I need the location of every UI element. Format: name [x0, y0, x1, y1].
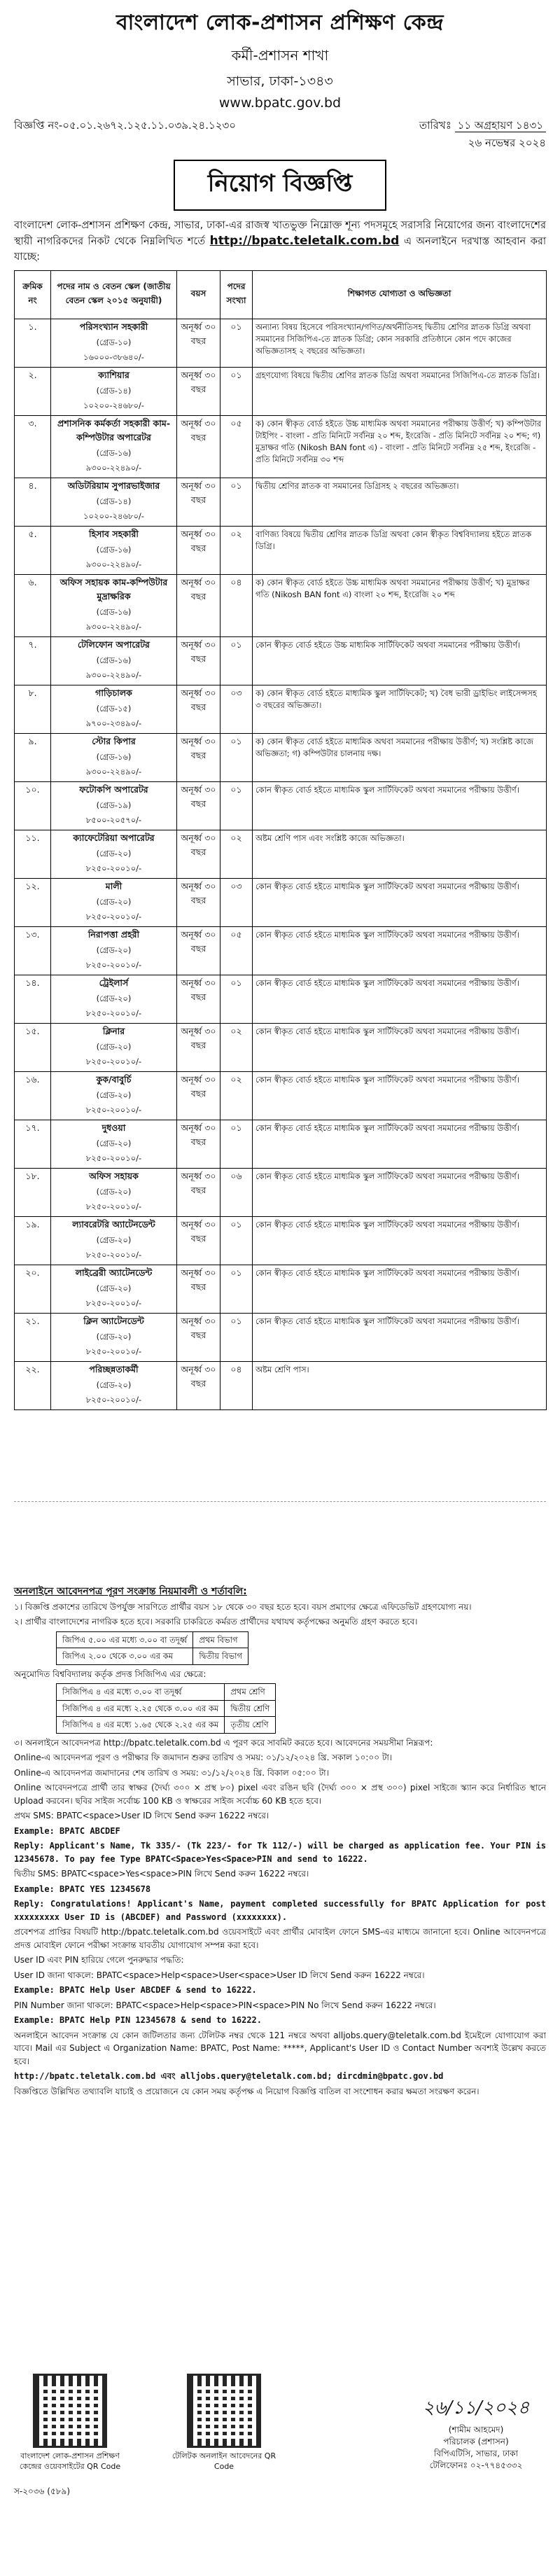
- signer-title: পরিচালক (প্রশাসন): [443, 2437, 509, 2446]
- date-bangla: ১১ অগ্রহায়ণ ১৪৩১: [455, 119, 546, 132]
- post-pay: ৮২৫০-২০০১০/-: [85, 863, 142, 873]
- header: [14, 0, 546, 111]
- post-pay: ৮২৫০-২০০১০/-: [85, 1008, 142, 1018]
- col-post: পদের নাম ও বেতন স্কেল (জাতীয় বেতন স্কেল ২০১৫ অনুযায়ী): [51, 271, 177, 319]
- table-row: [15, 416, 547, 478]
- row-count: ০৪: [220, 575, 253, 637]
- row-age: অনূর্ধ্ব ৩০ বছর: [177, 478, 220, 527]
- table-row: [15, 478, 547, 527]
- online-end: Online-এ আবেদনপত্র জমাদানের শেষ তারিখ ও সময়: ৩১/১২/২০২৪ খ্রি. বিকাল ০৫:০০ টা।: [14, 1767, 329, 1778]
- post-grade: (গ্রেড-১৬): [96, 545, 132, 555]
- row-post: [51, 416, 177, 478]
- table-row: [15, 368, 547, 416]
- row-count: ০১: [220, 1120, 253, 1169]
- sms-2-reply: Reply: Congratulations! Applicant's Name, payment completed successfully for BPATC Application for post xxxxxxxxx User ID is (ABCDEF) and Password (xxxxxxxx).: [14, 1899, 546, 1922]
- table-row: [15, 319, 547, 368]
- post-pay: ১০২০০-২৪৬৮০/-: [83, 511, 144, 521]
- admit-card-info: প্রবেশপত্র প্রাপ্তির বিষয়টি http://bpatc.teletalk.com.bd ওয়েবসাইটে এবং প্রার্থীর মোবাইল ফোনে SMS-এর মাধ্যমে জানানো হবে। Online আবেদনপত্রে প্রদত্ত মোবাইল ফোনে পরীক্ষা সংক্রান্ত যাবতীয় যোগাযোগ সম্পন্ন করা হবে।: [14, 1927, 546, 1950]
- post-grade: (গ্রেড-১৬): [96, 448, 132, 458]
- post-grade: (গ্রেড-২০): [96, 1042, 132, 1052]
- post-pay: ৮২৫০-২০০১০/-: [85, 1395, 142, 1405]
- row-post: [51, 575, 177, 637]
- row-sl: ১২.: [15, 879, 51, 927]
- intro-paragraph: [14, 218, 546, 265]
- row-sl: ৫.: [15, 527, 51, 575]
- qr-code-icon[interactable]: [187, 2374, 261, 2448]
- table-header-row: [15, 271, 547, 319]
- footer: [14, 2374, 546, 2500]
- row-sl: ১০.: [15, 782, 51, 830]
- post-pay: ৮২৫০-২০০১০/-: [85, 1153, 142, 1163]
- row-age: অনূর্ধ্ব ৩০ বছর: [177, 1362, 220, 1410]
- row-post: [51, 1362, 177, 1410]
- gpa-table: [56, 1631, 248, 1665]
- row-sl: ১৯.: [15, 1217, 51, 1265]
- row-age: অনূর্ধ্ব ৩০ বছর: [177, 1169, 220, 1217]
- post-grade: (গ্রেড-১৫): [96, 704, 132, 713]
- row-post: [51, 319, 177, 368]
- row-post: [51, 975, 177, 1024]
- col-age: বয়স: [177, 271, 220, 319]
- row-post: [51, 830, 177, 879]
- branch-name: কর্মী-প্রশাসন শাখা: [231, 47, 329, 64]
- table-row: [15, 1314, 547, 1362]
- post-pay: ১০২০০-২৪৬৮০/-: [83, 401, 144, 410]
- row-age: অনূর্ধ্ব ৩০ বছর: [177, 575, 220, 637]
- qr-block-2: [168, 2374, 280, 2472]
- post-pay: ৮২৫০-২০০১০/-: [85, 1346, 142, 1356]
- row-qualification: কোন স্বীকৃত বোর্ড হইতে মাধ্যমিক স্কুল সার্টিফিকেট অথবা সমমানের পরীক্ষায় উত্তীর্ণ।: [253, 1217, 547, 1265]
- website-link[interactable]: www.bpatc.gov.bd: [218, 95, 342, 111]
- row-age: অনূর্ধ্ব ৩০ বছর: [177, 830, 220, 879]
- table-row: [15, 637, 547, 685]
- row-qualification: কোন স্বীকৃত বোর্ড হইতে মাধ্যমিক স্কুল সার্টিফিকেট অথবা সমমানের পরীক্ষায় উত্তীর্ণ।: [253, 975, 547, 1024]
- sms-2-example: Example: BPATC YES 12345678: [14, 1884, 151, 1894]
- contact-emails[interactable]: http://bpatc.teletalk.com.bd এবং alljobs.query@teletalk.com.bd; dircdmin@bpatc.gov.bd: [14, 2071, 444, 2081]
- sms-1-reply: Reply: Applicant's Name, Tk 335/- (Tk 223/- for Tk 112/-) will be charged as application fee. Your PIN is 12345678. To pay fee Type BPATC<Space>Yes<Space>PIN and send to 16222.: [14, 1841, 546, 1864]
- row-post: [51, 1024, 177, 1072]
- row-qualification: অন্যান্য বিষয় হিসেবে পরিসংখ্যান/গণিত/অর্থনীতিসহ দ্বিতীয় শ্রেণির স্নাতক ডিগ্রি অথবা সমমানের সিজিপিএ-তে স্নাতক ডিগ্রি; কোন সরকারি প্রতিষ্ঠানে কোন পদে কাজের অভিজ্ঞতাসহ ২ বছরের অভিজ্ঞতা।: [253, 319, 547, 368]
- sms-1-heading: প্রথম SMS: BPATC<space>User ID লিখে Send করুন 16222 নম্বরে।: [14, 1811, 270, 1820]
- row-count: ০৩: [220, 879, 253, 927]
- row-post: [51, 478, 177, 527]
- row-qualification: কোন স্বীকৃত বোর্ড হইতে মাধ্যমিক স্কুল সার্টিফিকেট অথবা সমমানের পরীক্ষায় উত্তীর্ণ।: [253, 1120, 547, 1169]
- condition-link: ৩। অনলাইনে আবেদনপত্র http://bpatc.teletalk.com.bd এ পূরণ করে সাবমিট করতে হবে। আবেদনের সময়সীমা নিম্নরূপ:: [14, 1737, 433, 1748]
- sms-1-example: Example: BPATC ABCDEF: [14, 1825, 120, 1836]
- row-count: ০৫: [220, 416, 253, 478]
- table-row: [57, 1631, 248, 1648]
- row-post: [51, 879, 177, 927]
- row-count: ০৫: [220, 927, 253, 975]
- post-pay: ৮২৫০-২০০১০/-: [85, 1298, 142, 1308]
- row-age: অনূর্ধ্ব ৩০ বছর: [177, 927, 220, 975]
- row-sl: ২১.: [15, 1314, 51, 1362]
- post-grade: (গ্রেড-২০): [96, 1380, 132, 1390]
- post-pay: ৮২৫০-২০০১০/-: [85, 1105, 142, 1115]
- row-age: অনূর্ধ্ব ৩০ বছর: [177, 527, 220, 575]
- row-age: অনূর্ধ্ব ৩০ বছর: [177, 734, 220, 782]
- cgpa-range: সিজিপিএ ৪ এর মধ্যে ৩.০০ বা তদূর্ধ্ব: [57, 1684, 225, 1701]
- cgpa-range: সিজিপিএ ৪ এর মধ্যে ১.৬৫ থেকে ২.২৫ এর কম: [57, 1717, 225, 1734]
- lost-pin-example: Example: BPATC Help PIN 12345678 & send to 16222.: [14, 2015, 262, 2025]
- cgpa-class: দ্বিতীয় শ্রেণি: [225, 1700, 276, 1717]
- post-name: ক্যাশিয়ার: [98, 370, 130, 380]
- post-pay: ৯৩০০-২২৪৯০/-: [85, 559, 142, 569]
- post-name: ল্যাবরেটরি অ্যাটেনডেন্ট: [72, 1219, 155, 1230]
- conditions-section: [14, 1585, 546, 2098]
- row-qualification: ক) কোন স্বীকৃত বোর্ড হইতে মাধ্যমিক স্কুল সার্টিফিকেট; খ) বৈধ ভারী ড্রাইভিং লাইসেন্সসহ ৩ বছরের অভিজ্ঞতা।: [253, 685, 547, 734]
- signer-name: (শামীম আহমেদ): [448, 2425, 504, 2435]
- row-post: [51, 927, 177, 975]
- row-qualification: কোন স্বীকৃত বোর্ড হইতে মাধ্যমিক স্কুল সার্টিফিকেট অথবা সমমানের পরীক্ষায় উত্তীর্ণ।: [253, 1314, 547, 1362]
- signature-date: ২৬/১১/২০২৪: [422, 2397, 530, 2418]
- cancel-note: বিজ্ঞপ্তিতে উল্লিখিত তথ্যাবলি যাচাই ও প্রয়োজনে যে কোন সময় কর্তৃপক্ষ এ নিয়োগ বিজ্ঞপ্তি বাতিল বা সংশোধন করার ক্ষমতা সংরক্ষণ করেন।: [14, 2086, 479, 2096]
- row-age: অনূর্ধ্ব ৩০ বছর: [177, 975, 220, 1024]
- post-grade: (গ্রেড-২০): [96, 945, 132, 955]
- row-post: [51, 685, 177, 734]
- row-age: অনূর্ধ্ব ৩০ বছর: [177, 1072, 220, 1120]
- jobs-table-body: [15, 319, 547, 1410]
- row-qualification: ক) কোন স্বীকৃত বোর্ড হইতে উচ্চ মাধ্যমিক অথবা সমমানের পরীক্ষায় উত্তীর্ণ; খ) মুদ্রাক্ষর গতি (Nikosh BAN font এ) বাংলা ২০ শব্দ, ইংরেজি ২০ শব্দ: [253, 575, 547, 637]
- table-row: [15, 1024, 547, 1072]
- date-label: তারিখঃ: [419, 119, 451, 132]
- post-name: টেলিফোন অপারেটর: [78, 639, 150, 650]
- notice-title: নিয়োগ বিজ্ঞপ্তি: [174, 160, 386, 211]
- post-name: প্রশাসনিক কর্মকর্তা সহকারী কাম-কম্পিউটার অপারেটর: [57, 418, 171, 443]
- row-count: ০১: [220, 637, 253, 685]
- condition-2: ২। প্রার্থীর বাংলাদেশের নাগরিক হতে হবে। সরকারি চাকরিতে কর্মরত প্রার্থীদের যথাযথ কর্তৃপক্ষের অনুমতি গ্রহণ করতে হবে।: [14, 1617, 418, 1627]
- row-sl: ৭.: [15, 637, 51, 685]
- row-sl: ১৩.: [15, 927, 51, 975]
- post-grade: (গ্রেড-১৬): [96, 752, 132, 762]
- post-grade: (গ্রেড-২০): [96, 1283, 132, 1293]
- row-count: ০১: [220, 782, 253, 830]
- row-count: ০১: [220, 1217, 253, 1265]
- row-count: ০১: [220, 1265, 253, 1314]
- table-row: [15, 782, 547, 830]
- intro-text: বাংলাদেশ লোক-প্রশাসন প্রশিক্ষণ কেন্দ্র, সাভার, ঢাকা-এর রাজস্ব খাতভুক্ত নিম্নোক্ত শূন্য পদসমূহে সরাসরি নিয়োগের জন্য বাংলাদেশের স্থায়ী নাগরিকদের নিকট থেকে নিম্নলিখিত শর্তে: [14, 220, 546, 247]
- publication-code: স-২০৩৬ (৫৮৯): [14, 2486, 71, 2496]
- post-pay: ৮২৫০-২০০১০/-: [85, 1202, 142, 1211]
- post-name: অফিস সহায়ক: [89, 1171, 139, 1181]
- row-qualification: দ্বিতীয় শ্রেণির স্নাতক বা সমমানের ডিগ্রিসহ ২ বছরের অভিজ্ঞতা।: [253, 478, 547, 527]
- row-post: [51, 734, 177, 782]
- row-qualification: কোন স্বীকৃত বোর্ড হইতে মাধ্যমিক স্কুল সার্টিফিকেট অথবা সমমানের পরীক্ষায় উত্তীর্ণ।: [253, 879, 547, 927]
- post-pay: ৯৩০০-২২৪৯০/-: [85, 767, 142, 777]
- conditions-title: অনলাইনে আবেদনপত্র পূরণ সংক্রান্ত নিয়মাবলী ও শর্তাবলি:: [14, 1586, 247, 1597]
- table-row: [15, 975, 547, 1024]
- row-count: ০১: [220, 975, 253, 1024]
- post-name: নিরাপত্তা প্রহরী: [88, 929, 140, 940]
- table-row: [15, 1217, 547, 1265]
- post-grade: (গ্রেড-১৪): [96, 386, 132, 396]
- qr-label-2: টেলিটক অনলাইন আবেদনের QR Code: [172, 2451, 276, 2471]
- row-age: অনূর্ধ্ব ৩০ বছর: [177, 879, 220, 927]
- row-count: ০৩: [220, 685, 253, 734]
- post-name: ক্লিন অ্যাটেনডেন্ট: [83, 1316, 144, 1326]
- post-name: দুধওয়া: [102, 1122, 126, 1133]
- qr-block-1: [14, 2374, 126, 2472]
- row-count: ০২: [220, 1024, 253, 1072]
- gpa-range: জিপিএ ৫.০০ এর মধ্যে ৩.০০ বা তদূর্ধ্ব: [57, 1631, 193, 1648]
- lost-credentials-heading: User ID এবং PIN হারিয়ে গেলে পুনরুদ্ধার পদ্ধতি:: [14, 1955, 184, 1965]
- lost-pin: PIN Number জানা থাকলে: BPATC<space>Help<space>PIN<space>PIN No লিখে Send করুন 16222 নম্বরে।: [14, 2000, 436, 2010]
- row-post: [51, 637, 177, 685]
- table-row: [15, 1169, 547, 1217]
- post-grade: (গ্রেড-১৯): [96, 800, 132, 810]
- row-sl: ২০.: [15, 1265, 51, 1314]
- row-age: অনূর্ধ্ব ৩০ বছর: [177, 1024, 220, 1072]
- post-name: ক্যাফেটেরিয়া অপারেটর: [73, 833, 155, 843]
- post-pay: ৯৩০০-২২৪৯০/-: [85, 463, 142, 473]
- row-count: ০৪: [220, 1362, 253, 1410]
- cgpa-class: তৃতীয় শ্রেণি: [225, 1717, 276, 1734]
- row-post: [51, 368, 177, 416]
- row-post: [51, 1072, 177, 1120]
- post-name: পরিসংখ্যান সহকারী: [79, 321, 148, 332]
- table-row: [57, 1700, 276, 1717]
- row-sl: ৪.: [15, 478, 51, 527]
- table-row: [15, 879, 547, 927]
- row-sl: ৬.: [15, 575, 51, 637]
- city: সাভার, ঢাকা-১৩৪৩: [227, 74, 333, 89]
- qr-code-icon[interactable]: [33, 2374, 107, 2448]
- row-age: অনূর্ধ্ব ৩০ বছর: [177, 1217, 220, 1265]
- row-sl: ২২.: [15, 1362, 51, 1410]
- post-name: ক্লিনার: [102, 1026, 125, 1036]
- row-count: ০১: [220, 368, 253, 416]
- cgpa-table: [56, 1683, 276, 1734]
- post-pay: ১৬০০০-৩৮৬৪০/-: [83, 352, 144, 362]
- row-post: [51, 1217, 177, 1265]
- post-grade: (গ্রেড-২০): [96, 1090, 132, 1100]
- post-name: লাইব্রেরী অ্যাটেনডেন্ট: [75, 1267, 153, 1278]
- post-pay: ৮২৫০-২০০১০/-: [85, 912, 142, 921]
- section-gap: [14, 1410, 546, 1585]
- table-row: [57, 1717, 276, 1734]
- row-sl: ১৬.: [15, 1072, 51, 1120]
- table-row: [15, 1072, 547, 1120]
- post-grade: (গ্রেড-২০): [96, 994, 132, 1003]
- row-qualification: কোন স্বীকৃত বোর্ড হইতে উচ্চ মাধ্যমিক সার্টিফিকেট অথবা সমমানের পরীক্ষায় উত্তীর্ণ।: [253, 637, 547, 685]
- row-qualification: ক) কোন স্বীকৃত বোর্ড হইতে মাধ্যমিক অথবা সমমানের পরীক্ষায় উত্তীর্ণ; খ) সংশ্লিষ্ট কাজে অভিজ্ঞতা; গ) কম্পিউটার চালনায় দক্ষ।: [253, 734, 547, 782]
- row-count: ০২: [220, 527, 253, 575]
- row-sl: ১১.: [15, 830, 51, 879]
- table-row: [15, 527, 547, 575]
- row-sl: ১.: [15, 319, 51, 368]
- post-pay: ৮২৫০-২০০১০/-: [85, 1057, 142, 1066]
- gpa-range: জিপিএ ২.০০ থেকে ৩.০০ এর কম: [57, 1648, 193, 1665]
- signer-phone: টেলিফোনঃ ০২-৭৭৪৫৩৩২: [429, 2460, 523, 2470]
- jobs-table: [14, 270, 547, 1410]
- qr-label-1: বাংলাদেশ লোক-প্রশাসন প্রশিক্ষণ কেন্দ্রের ওয়েবসাইটের QR Code: [19, 2451, 121, 2471]
- table-row: [15, 575, 547, 637]
- org-name: বাংলাদেশ লোক-প্রশাসন প্রশিক্ষণ কেন্দ্র: [115, 11, 444, 35]
- post-grade: (গ্রেড-২০): [96, 1235, 132, 1245]
- post-grade: (গ্রেড-২০): [96, 1332, 132, 1342]
- row-post: [51, 1314, 177, 1362]
- row-age: অনূর্ধ্ব ৩০ বছর: [177, 685, 220, 734]
- row-count: ০২: [220, 830, 253, 879]
- row-qualification: বাণিজ্য বিষয়ে দ্বিতীয় শ্রেণির স্নাতক ডিগ্রি অথবা কোন স্বীকৃত বিশ্ববিদ্যালয় হইতে স্নাতক ডিগ্রি।: [253, 527, 547, 575]
- condition-1: ১। বিজ্ঞপ্তি প্রকাশের তারিখে উপর্যুক্ত সারণিতে প্রার্থীর বয়স ১৮ থেকে ৩০ বছর হতে হবে। বয়স প্রমাণের ক্ষেত্রে এফিডেভিট গ্রহণযোগ্য নয়।: [14, 1601, 472, 1612]
- post-name: ফটোকপি অপারেটর: [79, 784, 148, 795]
- row-qualification: কোন স্বীকৃত বোর্ড হইতে মাধ্যমিক স্কুল সার্টিফিকেট অথবা সমমানের পরীক্ষায় উত্তীর্ণ।: [253, 1265, 547, 1314]
- row-count: ০১: [220, 734, 253, 782]
- photo-rule: Online আবেদনপত্রে প্রার্থী তার স্বাক্ষর (দৈর্ঘ্য ৩০০ × প্রস্থ ৮০) pixel এবং রঙিন ছবি (দৈর্ঘ্য ৩০০ × প্রস্থ ৩০০) pixel সাইজে স্ক্যান করে নির্ধারিত স্থানে Upload করবেন। ছবির সাইজ সর্বোচ্চ 100 KB ও স্বাক্ষরের সাইজ সর্বোচ্চ 60 KB হতে হবে।: [14, 1783, 546, 1806]
- col-count: পদের সংখ্যা: [220, 271, 253, 319]
- table-row: [15, 1120, 547, 1169]
- memo-row: [14, 118, 546, 153]
- row-post: [51, 782, 177, 830]
- signer-org: বিপিএটিসি, সাভার, ঢাকা: [434, 2449, 518, 2458]
- post-pay: ৯৩০০-২২৪৯০/-: [85, 670, 142, 680]
- row-age: অনূর্ধ্ব ৩০ বছর: [177, 416, 220, 478]
- col-qualification: শিক্ষাগত যোগ্যতা ও অভিজ্ঞতা: [253, 271, 547, 319]
- table-row: [15, 1362, 547, 1410]
- lost-user-id: User ID জানা থাকলে: BPATC<space>Help<space>User<space>User ID লিখে Send করুন 16222 নম্বরে।: [14, 1970, 425, 1980]
- row-count: ০২: [220, 1072, 253, 1120]
- post-grade: (গ্রেড-১৪): [96, 496, 132, 506]
- row-age: অনূর্ধ্ব ৩০ বছর: [177, 637, 220, 685]
- row-post: [51, 1265, 177, 1314]
- col-sl: ক্রমিক নং: [15, 271, 51, 319]
- apply-link[interactable]: http://bpatc.teletalk.com.bd: [209, 234, 400, 248]
- row-sl: ৮.: [15, 685, 51, 734]
- sms-2-heading: দ্বিতীয় SMS: BPATC<space>Yes<space>PIN লিখে Send করুন 16222 নম্বরে।: [14, 1869, 309, 1879]
- row-qualification: গ্রহণযোগ্য বিষয়ে দ্বিতীয় শ্রেণির স্নাতক ডিগ্রি অথবা সমমানের সিজিপিএ-তে স্নাতক ডিগ্রি।: [253, 368, 547, 416]
- row-qualification: কোন স্বীকৃত বোর্ড হইতে মাধ্যমিক স্কুল সার্টিফিকেট অথবা সমমানের পরীক্ষায় উত্তীর্ণ।: [253, 1072, 547, 1120]
- row-age: অনূর্ধ্ব ৩০ বছর: [177, 319, 220, 368]
- post-name: স্টোর কিপার: [92, 736, 136, 746]
- table-row: [57, 1648, 248, 1665]
- date-block: [419, 118, 546, 153]
- row-sl: ১৫.: [15, 1024, 51, 1072]
- row-sl: ১৪.: [15, 975, 51, 1024]
- row-post: [51, 1120, 177, 1169]
- post-grade: (গ্রেড-১০): [96, 337, 132, 347]
- signature-block: [406, 2393, 546, 2472]
- post-name: পরিচ্ছন্নতাকর্মী: [89, 1364, 139, 1374]
- row-age: অনূর্ধ্ব ৩০ বছর: [177, 1314, 220, 1362]
- table-row: [15, 734, 547, 782]
- row-count: ০১: [220, 478, 253, 527]
- post-pay: ৮৫০০-২০৫৭০/-: [85, 815, 142, 825]
- table-row: [57, 1684, 276, 1701]
- post-pay: ৮২৫০-২০০১০/-: [85, 960, 142, 970]
- memo-number: বিজ্ঞপ্তি নং-০৫.০১.২৬৭২.১২৫.১১.০৩৯.২৪.১২৩০: [14, 119, 236, 132]
- row-age: অনূর্ধ্ব ৩০ বছর: [177, 368, 220, 416]
- row-post: [51, 527, 177, 575]
- post-grade: (গ্রেড-২০): [96, 1187, 132, 1197]
- row-age: অনূর্ধ্ব ৩০ বছর: [177, 782, 220, 830]
- condition-cgpa: অনুমোদিত বিশ্ববিদ্যালয় কর্তৃক প্রদত্ত সিজিপিএ এর ক্ষেত্রে:: [14, 1669, 206, 1679]
- post-grade: (গ্রেড-১৬): [96, 607, 132, 617]
- table-row: [15, 685, 547, 734]
- post-name: কুক/বাবুর্চি: [96, 1074, 132, 1085]
- row-qualification: কোন স্বীকৃত বোর্ড হইতে মাধ্যমিক স্কুল সার্টিফিকেট অথবা সমমানের পরীক্ষায় উত্তীর্ণ।: [253, 1169, 547, 1217]
- row-sl: ১৮.: [15, 1169, 51, 1217]
- post-grade: (গ্রেড-১৬): [96, 655, 132, 665]
- gpa-division: প্রথম বিভাগ: [193, 1631, 248, 1648]
- row-qualification: ক) কোন স্বীকৃত বোর্ড হইতে উচ্চ মাধ্যমিক অথবা সমমানের পরীক্ষায় উত্তীর্ণ; খ) কম্পিউটার টাইপিং - বাংলা - প্রতি মিনিটে সর্বনিম্ন ২০ শব্দ, ইংরেজি - প্রতি মিনিটে সর্বনিম্ন ২০ শব্দ; গ) মুদ্রাক্ষর গতি (Nikosh BAN font এ) - বাংলা - প্রতি মিনিটে সর্বনিম্ন ২৫ শব্দ, ইংরেজি - প্রতি মিনিটে সর্বনিম্ন ৩০ শব্দ: [253, 416, 547, 478]
- post-name: ট্রেইলার্স: [99, 977, 129, 988]
- post-name: গাড়িচালক: [95, 688, 132, 698]
- lost-user-id-example: Example: BPATC Help User ABCDEF & send to 16222.: [14, 1985, 257, 1995]
- divider: [14, 1501, 546, 1502]
- post-pay: ৮২৫০-২০০১০/-: [85, 1250, 142, 1260]
- table-row: [15, 927, 547, 975]
- row-qualification: কোন স্বীকৃত বোর্ড হইতে মাধ্যমিক স্কুল সার্টিফিকেট অথবা সমমানের পরীক্ষায় উত্তীর্ণ।: [253, 782, 547, 830]
- row-count: ০১: [220, 319, 253, 368]
- cgpa-class: প্রথম শ্রেণি: [225, 1684, 276, 1701]
- post-grade: (গ্রেড-২০): [96, 1139, 132, 1148]
- post-name: অফিস সহায়ক কাম-কম্পিউটার মুদ্রাক্ষরিক: [59, 577, 168, 601]
- online-start: Online-এ আবেদনপত্র পূরণ ও পরীক্ষার ফি জমাদান শুরুর তারিখ ও সময়: ০১/১২/২০২৪ খ্রি. সকাল ১০:০০ টা।: [14, 1753, 393, 1762]
- row-count: ০৬: [220, 1169, 253, 1217]
- row-qualification: অষ্টম শ্রেণি পাস এবং সংশ্লিষ্ট কাজে অভিজ্ঞতা।: [253, 830, 547, 879]
- date-english: ২৬ নভেম্বর ২০২৪: [468, 137, 546, 149]
- row-sl: ২.: [15, 368, 51, 416]
- post-name: মালী: [105, 881, 122, 891]
- table-row: [15, 1265, 547, 1314]
- post-name: অডিটরিয়াম সুপারভাইজার: [67, 480, 160, 491]
- post-pay: ৯৭০০-২৩৪৯০/-: [85, 718, 142, 728]
- post-pay: ৯৩০০-২২৪৯০/-: [85, 622, 142, 632]
- row-age: অনূর্ধ্ব ৩০ বছর: [177, 1120, 220, 1169]
- row-qualification: কোন স্বীকৃত বোর্ড হইতে মাধ্যমিক স্কুল সার্টিফিকেট অথবা সমমানের পরীক্ষায় উত্তীর্ণ।: [253, 1024, 547, 1072]
- cgpa-range: সিজিপিএ ৪ এর মধ্যে ২.২৫ থেকে ৩.০০ এর কম: [57, 1700, 225, 1717]
- post-grade: (গ্রেড-২০): [96, 849, 132, 858]
- row-sl: ৯.: [15, 734, 51, 782]
- intro-text-2: এ অনলাইনে দরখাস্ত আহবান করা যাচ্ছে:: [14, 236, 547, 263]
- contact-info: অনলাইনে আবেদন সংক্রান্ত যে কোন জটিলতার জন্য টেলিটক নম্বর থেকে 121 নম্বরে অথবা alljobs.query@teletalk.com.bd ইমেইলে যোগাযোগ করা যাবে। Mail এর Subject এ Organization Name: BPATC, Post Name: *****, Applicant's User ID ও Contact Number অবশ্যই উল্লেখ করতে হবে।: [14, 2030, 546, 2066]
- row-qualification: কোন স্বীকৃত বোর্ড হইতে মাধ্যমিক স্কুল সার্টিফিকেট অথবা সমমানের পরীক্ষায় উত্তীর্ণ।: [253, 927, 547, 975]
- row-post: [51, 1169, 177, 1217]
- post-name: হিসাব সহকারী: [89, 529, 139, 539]
- row-sl: ৩.: [15, 416, 51, 478]
- row-age: অনূর্ধ্ব ৩০ বছর: [177, 1265, 220, 1314]
- gpa-division: দ্বিতীয় বিভাগ: [193, 1648, 248, 1665]
- table-row: [15, 830, 547, 879]
- row-sl: ১৭.: [15, 1120, 51, 1169]
- row-qualification: অষ্টম শ্রেণি পাস।: [253, 1362, 547, 1410]
- row-count: ০১: [220, 1314, 253, 1362]
- post-grade: (গ্রেড-২০): [96, 897, 132, 907]
